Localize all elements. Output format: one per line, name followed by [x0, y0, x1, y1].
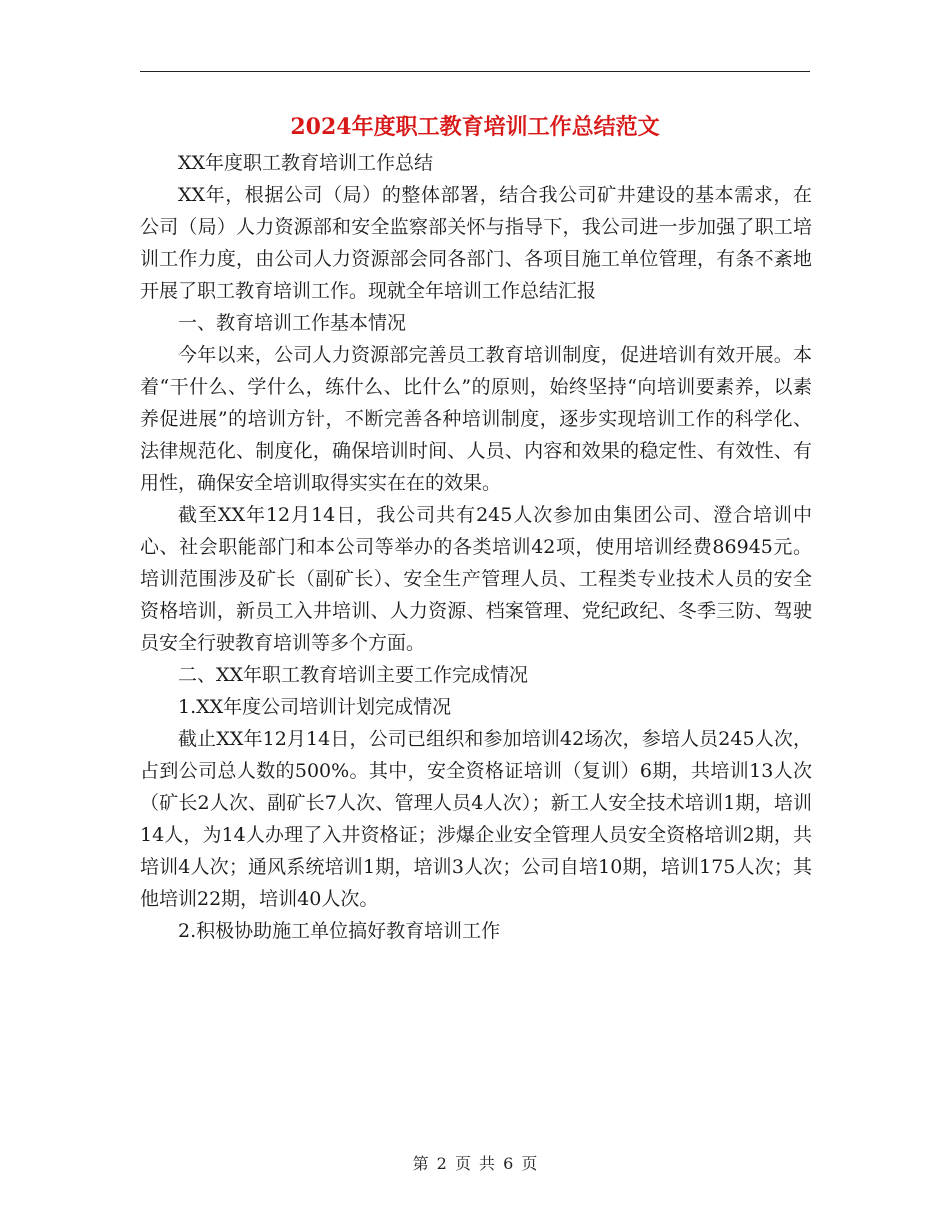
paragraph-plan-completion: 截止XX年12月14日，公司已组织和参加培训42场次，参培人员245人次，占到公司总人数的500%。其中，安全资格证培训（复训）6期，共培训13人次（矿长2人次、副矿长7人次、管理人员4人次）；新工人安全技术培训1期，培训14人，为14人办理了入井资格证；涉爆企业安全管理人员安全资格培训2期，共培训4人次；通风系统培训1期，培训3人次；公司自培10期，培训175人次；其他培训22期，培训40人次。 [140, 728, 812, 910]
header-rule [140, 71, 810, 72]
page-number: 第 2 页 共 6 页 [412, 1154, 538, 1173]
subheading-2: 2.积极协助施工单位搞好教育培训工作 [178, 920, 501, 942]
subheading-1: 1.XX年度公司培训计划完成情况 [178, 696, 452, 718]
document-body [140, 147, 812, 947]
paragraph-overview: 今年以来，公司人力资源部完善员工教育培训制度，促进培训有效开展。本着“干什么、学什么，练什么、比什么”的原则，始终坚持“向培训要素养，以素养促进展”的培训方针，不断完善各种培训制度，逐步实现培训工作的科学化、法律规范化、制度化，确保培训时间、人员、内容和效果的稳定性、有效性、有用性，确保安全培训取得实实在在的效果。 [140, 344, 812, 494]
paragraph-subtitle: XX年度职工教育培训工作总结 [178, 152, 434, 174]
section-heading-2: 二、XX年职工教育培训主要工作完成情况 [178, 664, 529, 686]
paragraph-intro: XX年，根据公司（局）的整体部署，结合我公司矿井建设的基本需求，在公司（局）人力资源部和安全监察部关怀与指导下，我公司进一步加强了职工培训工作力度，由公司人力资源部会同各部门、各项目施工单位管理，有条不紊地开展了职工教育培训工作。现就全年培训工作总结汇报 [140, 184, 812, 302]
section-heading-1: 一、教育培训工作基本情况 [178, 312, 407, 334]
paragraph-statistics: 截至XX年12月14日，我公司共有245人次参加由集团公司、澄合培训中心、社会职能部门和本公司等举办的各类培训42项，使用培训经费86945元。培训范围涉及矿长（副矿长）、安全生产管理人员、工程类专业技术人员的安全资格培训，新员工入井培训、人力资源、档案管理、党纪政纪、冬季三防、驾驶员安全行驶教育培训等多个方面。 [140, 504, 812, 654]
document-title: 2024年度职工教育培训工作总结范文 [290, 114, 660, 140]
